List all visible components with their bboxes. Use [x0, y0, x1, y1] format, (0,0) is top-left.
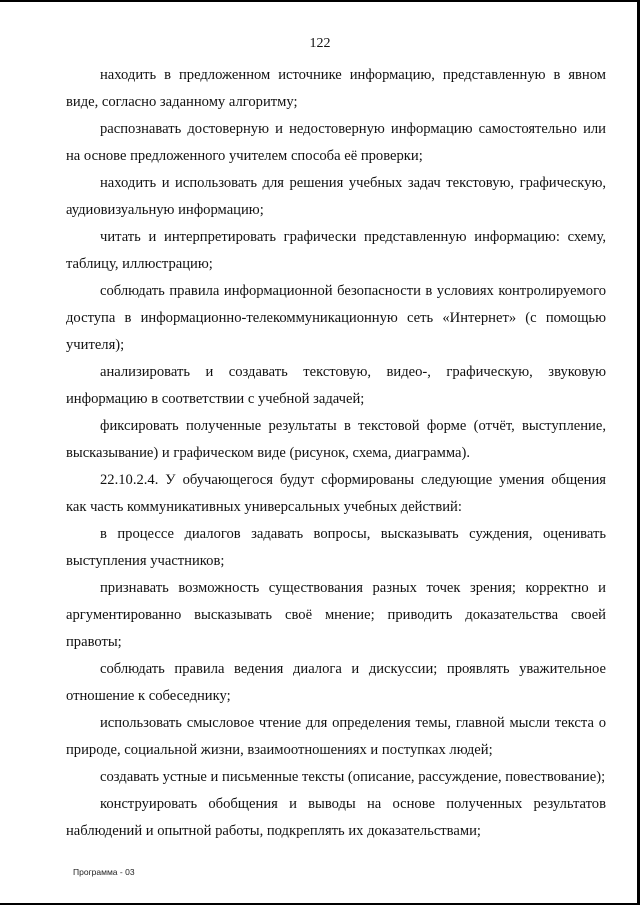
document-body	[66, 62, 606, 845]
paragraph: соблюдать правила информационной безопасности в условиях контролируемого доступа в информационно-телекоммуникационную сеть «Интернет» (с помощью учителя);	[66, 283, 606, 353]
paragraph: использовать смысловое чтение для определения темы, главной мысли текста о природе, социальной жизни, взаимоотношениях и поступках людей;	[66, 715, 606, 758]
paragraph: конструировать обобщения и выводы на основе полученных результатов наблюдений и опытной работы, подкреплять их доказательствами;	[66, 796, 606, 839]
paragraph: находить и использовать для решения учебных задач текстовую, графическую, аудиовизуальную информацию;	[66, 175, 606, 218]
paragraph: распознавать достоверную и недостоверную информацию самостоятельно или на основе предложенного учителем способа её проверки;	[66, 121, 606, 164]
paragraph: соблюдать правила ведения диалога и дискуссии; проявлять уважительное отношение к собеседнику;	[66, 661, 606, 704]
paragraph: создавать устные и письменные тексты (описание, рассуждение, повествование);	[100, 769, 606, 785]
paragraph: в процессе диалогов задавать вопросы, высказывать суждения, оценивать выступления участников;	[66, 526, 606, 569]
page-number: 122	[309, 36, 331, 51]
paragraph: признавать возможность существования разных точек зрения; корректно и аргументированно высказывать своё мнение; приводить доказательства своей правоты;	[66, 580, 606, 650]
paragraph: анализировать и создавать текстовую, видео-, графическую, звуковую информацию в соответствии с учебной задачей;	[66, 364, 606, 407]
scan-border-top	[0, 0, 640, 2]
paragraph: фиксировать полученные результаты в текстовой форме (отчёт, выступление, высказывание) и графическом виде (рисунок, схема, диаграмма).	[66, 418, 606, 461]
page-footer: Программа - 03	[73, 867, 135, 877]
section-paragraph: 22.10.2.4. У обучающегося будут сформированы следующие умения общения как часть коммуникативных универсальных учебных действий:	[66, 472, 606, 515]
paragraph: находить в предложенном источнике информацию, представленную в явном виде, согласно заданному алгоритму;	[66, 67, 606, 110]
paragraph: читать и интерпретировать графически представленную информацию: схему, таблицу, иллюстрацию;	[66, 229, 606, 272]
